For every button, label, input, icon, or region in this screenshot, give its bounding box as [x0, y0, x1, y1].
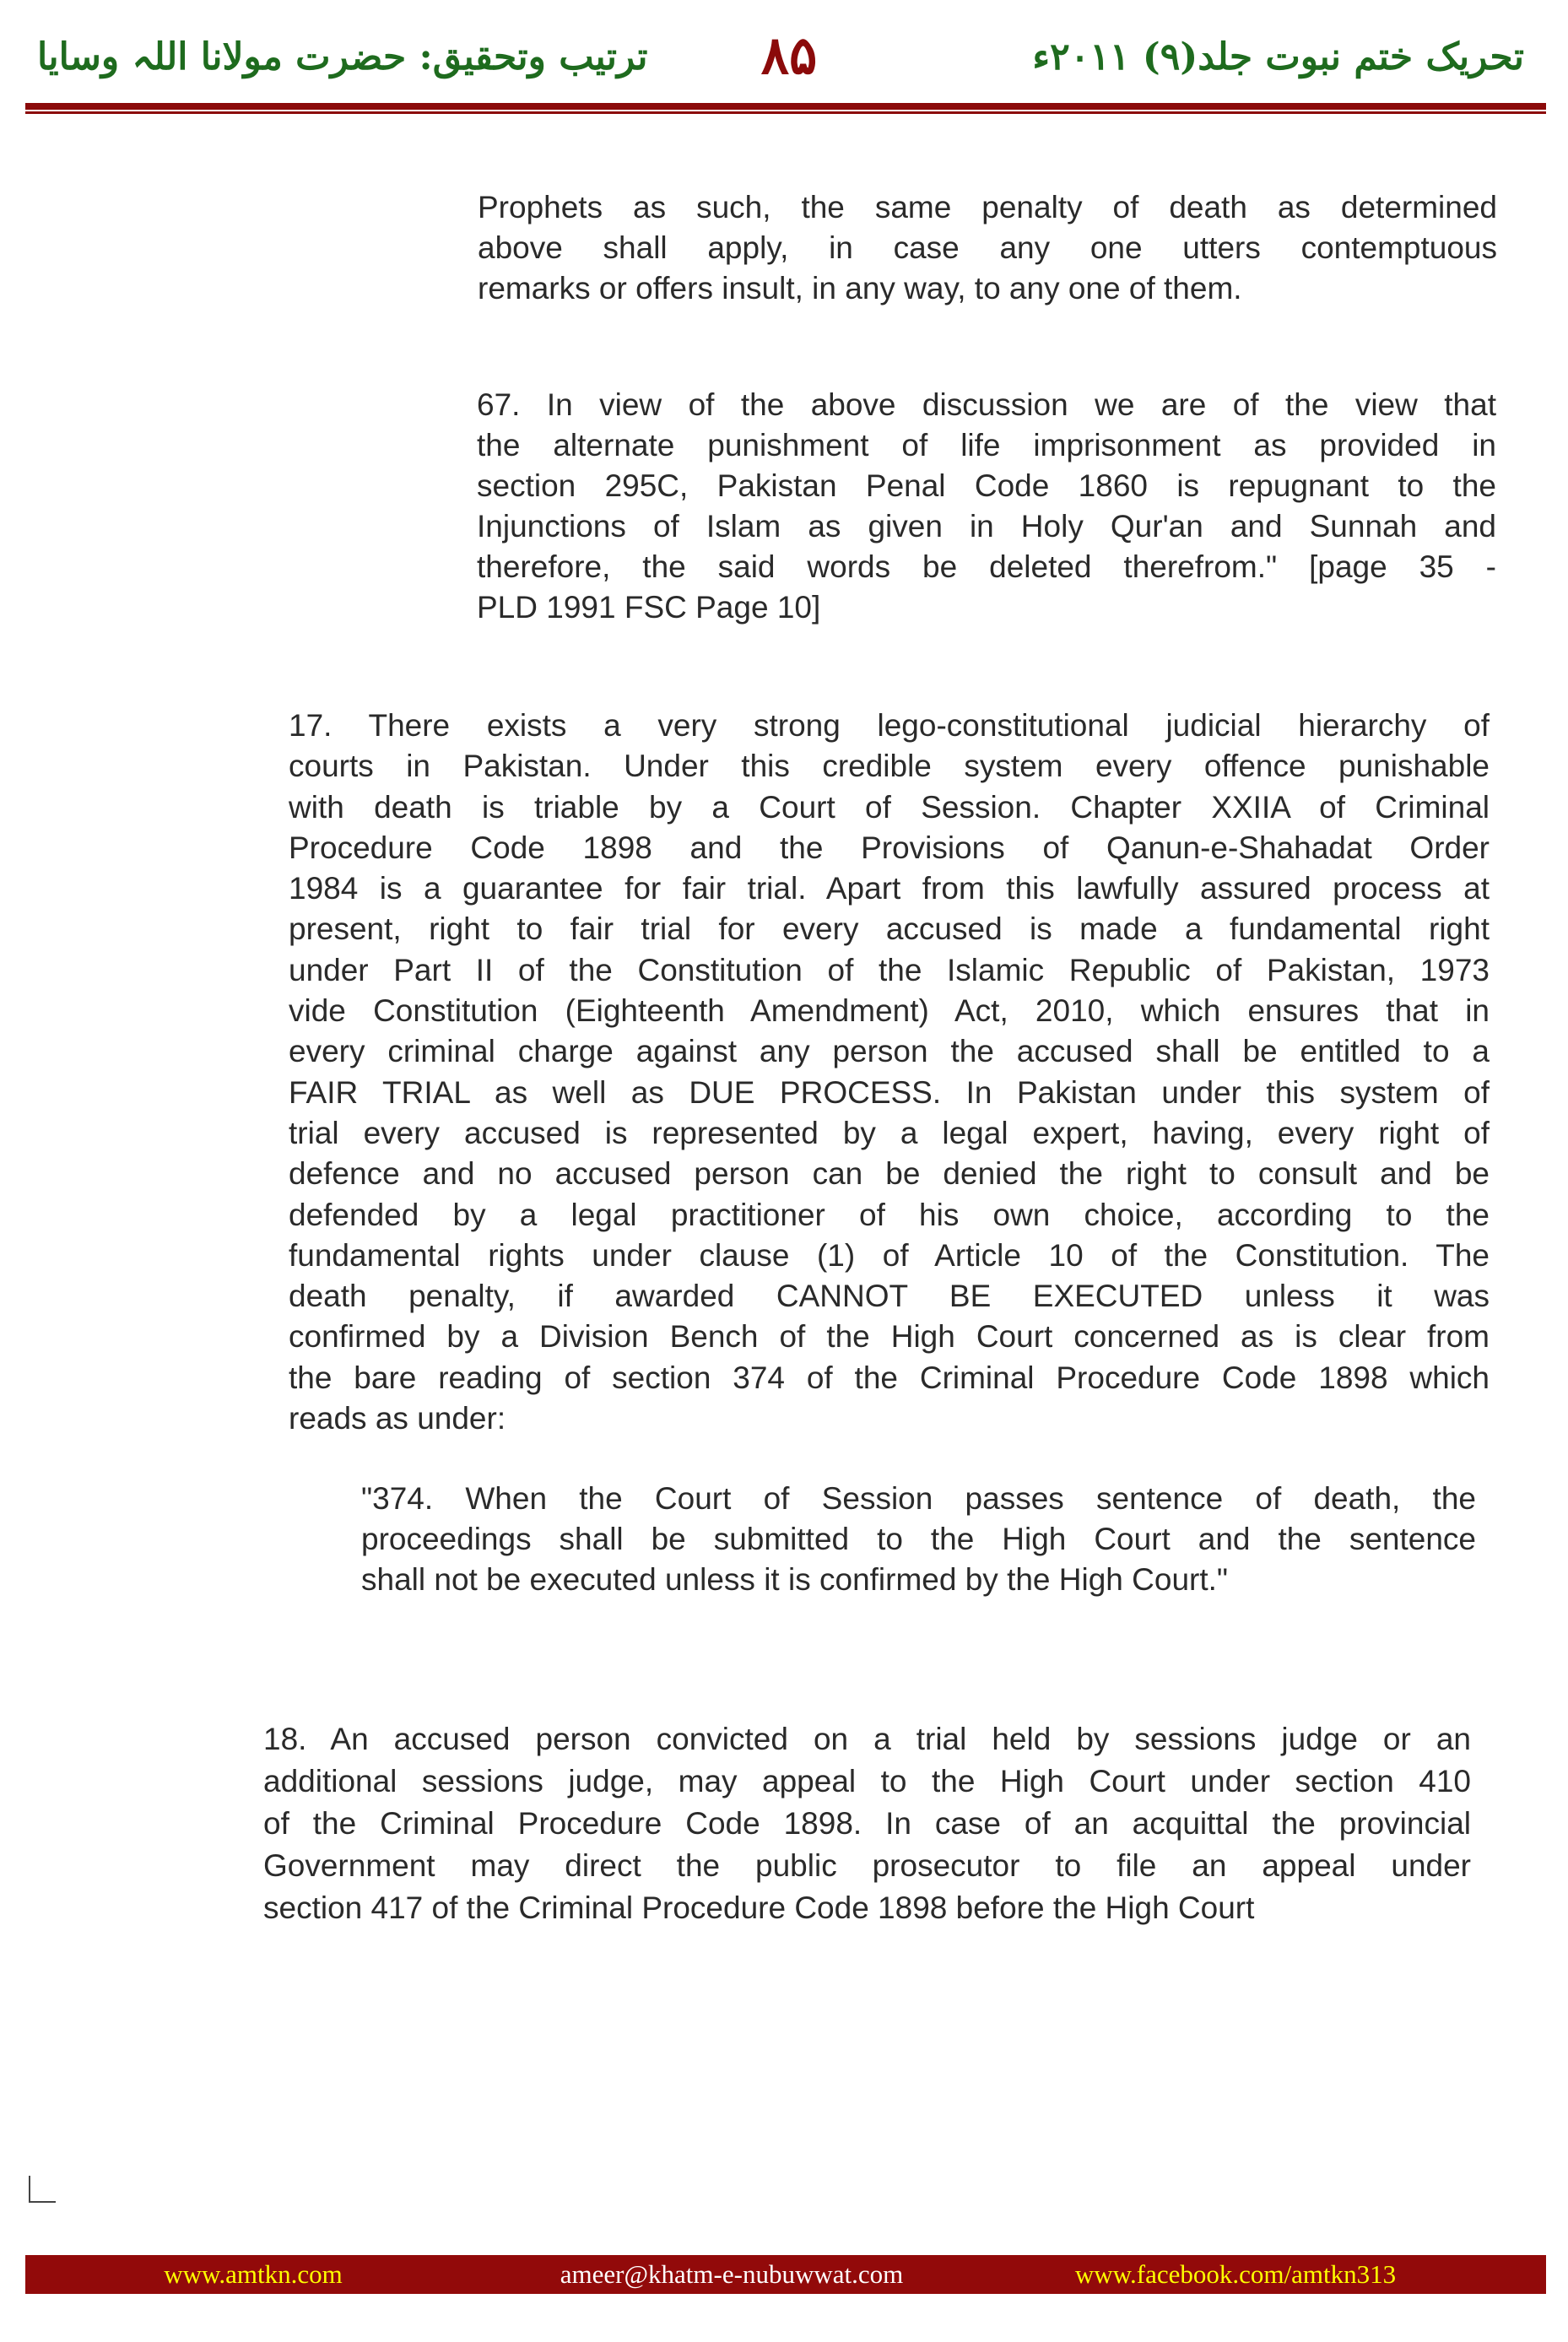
text-line: shall not be executed unless it is confirmed by the High Court." — [361, 1562, 1229, 1597]
text-line: remarks or offers insult, in any way, to any one of them. — [478, 271, 1242, 306]
header-rule-thick — [25, 103, 1546, 110]
text-line: proceedings shall be submitted to the High Court and the sentence — [361, 1522, 1476, 1556]
paragraph-17 — [289, 706, 1490, 1439]
website-link[interactable]: www.amtkn.com — [164, 2259, 343, 2289]
text-line: courts in Pakistan. Under this credible system every offence punishable — [289, 749, 1490, 784]
text-line: trial every accused is represented by a legal expert, having, every right of — [289, 1115, 1490, 1150]
text-line: vide Constitution (Eighteenth Amendment) Act, 2010, which ensures that in — [289, 993, 1490, 1029]
facebook-link[interactable]: www.facebook.com/amtkn313 — [1074, 2259, 1397, 2289]
text-line: of the Criminal Procedure Code 1898. In case of an acquittal the provincial — [263, 1806, 1471, 1841]
text-line: the bare reading of section 374 of the Criminal Procedure Code 1898 which — [289, 1360, 1490, 1395]
quoted-paragraph-67 — [477, 385, 1496, 628]
text-line: Prophets as such, the same penalty of death as determined — [478, 190, 1497, 224]
text-line: death penalty, if awarded CANNOT BE EXECUTED unless it was — [289, 1279, 1490, 1314]
text-line: 18. An accused person convicted on a trial held by sessions judge or an — [263, 1722, 1471, 1756]
text-line: Procedure Code 1898 and the Provisions of Qanun-e-Shahadat Order — [289, 830, 1490, 865]
footer-band — [25, 2255, 1546, 2294]
text-line: reads as under: — [289, 1401, 506, 1436]
book-title: تحریک ختم نبوت جلد(۹) ۲۰۱۱ء — [1032, 35, 1524, 78]
text-line: every criminal charge against any person the accused shall be entitled to a — [289, 1034, 1490, 1069]
text-line: confirmed by a Division Bench of the High Court concerned as is clear from — [289, 1319, 1490, 1355]
text-line: FAIR TRIAL as well as DUE PROCESS. In Pakistan under this system of — [289, 1074, 1490, 1110]
text-line: 67. In view of the above discussion we are of the view that — [477, 387, 1496, 422]
text-line: section 295C, Pakistan Penal Code 1860 is repugnant to the — [477, 468, 1496, 503]
text-line: above shall apply, in case any one utters contemptuous — [478, 230, 1497, 265]
email-link[interactable]: ameer@khatm-e-nubuwwat.com — [560, 2259, 904, 2289]
text-line: the alternate punishment of life imprisonment as provided in — [477, 428, 1496, 462]
text-line: section 417 of the Criminal Procedure Code 1898 before the High Court — [263, 1890, 1255, 1925]
text-line: defended by a legal practitioner of his own choice, according to the — [289, 1197, 1490, 1232]
text-line: additional sessions judge, may appeal to the High Court under section 410 — [263, 1764, 1471, 1798]
text-line: PLD 1991 FSC Page 10] — [477, 590, 821, 625]
header-rule-thin — [25, 111, 1546, 114]
scan-corner-mark — [29, 2176, 56, 2203]
quoted-block-continuation — [478, 187, 1497, 309]
text-line: Injunctions of Islam as given in Holy Qur'an and Sunnah and — [477, 509, 1496, 544]
text-line: defence and no accused person can be denied the right to consult and be — [289, 1156, 1490, 1192]
paragraph-18 — [263, 1718, 1471, 1929]
text-line: 17. There exists a very strong lego-constitutional judicial hierarchy of — [289, 708, 1490, 743]
text-line: Government may direct the public prosecutor to file an appeal under — [263, 1848, 1471, 1883]
text-line: with death is triable by a Court of Session. Chapter XXIIA of Criminal — [289, 789, 1490, 825]
text-line: therefore, the said words be deleted therefrom." [page 35 - — [477, 549, 1496, 584]
compiler-credit: ترتیب وتحقیق: حضرت مولانا اللہ وسایا — [37, 35, 648, 78]
page-number: ۸۵ — [760, 24, 818, 86]
text-line: under Part II of the Constitution of the Islamic Republic of Pakistan, 1973 — [289, 952, 1490, 987]
text-line: "374. When the Court of Session passes sentence of death, the — [361, 1481, 1476, 1516]
text-line: fundamental rights under clause (1) of Article 10 of the Constitution. The — [289, 1237, 1490, 1273]
text-line: 1984 is a guarantee for fair trial. Apart from this lawfully assured process at — [289, 871, 1490, 906]
quote-section-374 — [361, 1479, 1476, 1600]
text-line: present, right to fair trial for every accused is made a fundamental right — [289, 911, 1490, 947]
